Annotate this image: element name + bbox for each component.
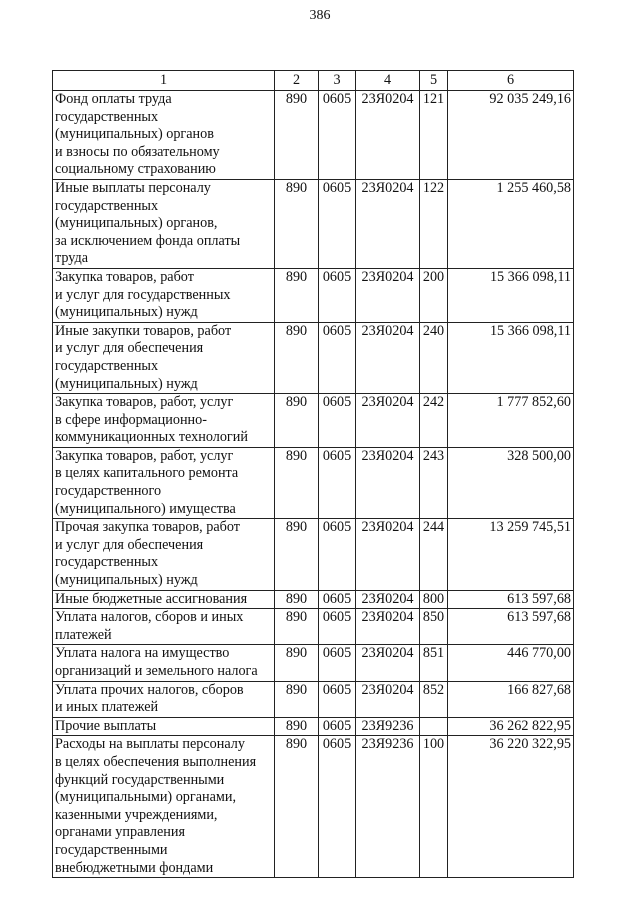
item-name-line: в целях обеспечения выполнения xyxy=(55,753,257,770)
table-row xyxy=(53,91,574,180)
table-row xyxy=(53,519,574,590)
item-name-line: Иные выплаты персоналу xyxy=(55,179,211,196)
amount-cell: 15 366 098,11 xyxy=(448,322,574,393)
item-name-cell xyxy=(53,681,275,717)
item-name-cell xyxy=(53,609,275,645)
item-name-line: платежей xyxy=(55,626,112,643)
item-name-line: организаций и земельного налога xyxy=(55,663,258,679)
item-name-line: (муниципальных) органов xyxy=(55,126,214,143)
target-article-cell: 23Я0204 xyxy=(356,322,420,393)
amount-cell: 13 259 745,51 xyxy=(448,519,574,590)
budget-table xyxy=(52,70,574,878)
amount-cell: 92 035 249,16 xyxy=(448,91,574,180)
table-row xyxy=(53,268,574,322)
section-code-cell: 0605 xyxy=(319,717,356,736)
ministry-code-cell: 890 xyxy=(275,519,319,590)
item-name-line: государственных xyxy=(55,108,159,125)
ministry-code-cell: 890 xyxy=(275,91,319,180)
expense-type-cell: 851 xyxy=(420,645,448,681)
expense-type-cell xyxy=(420,717,448,736)
table-row xyxy=(53,590,574,609)
item-name-cell xyxy=(53,322,275,393)
section-code-cell: 0605 xyxy=(319,590,356,609)
section-code-cell: 0605 xyxy=(319,447,356,518)
table-row xyxy=(53,681,574,717)
amount-cell: 613 597,68 xyxy=(448,609,574,645)
item-name-line: органами управления xyxy=(55,824,185,841)
target-article-cell: 23Я0204 xyxy=(356,519,420,590)
item-name-line: коммуникационных технологий xyxy=(55,429,248,446)
target-article-cell: 23Я0204 xyxy=(356,268,420,322)
target-article-cell: 23Я9236 xyxy=(356,736,420,878)
item-name-line: за исключением фонда оплаты xyxy=(55,232,241,249)
expense-type-cell: 200 xyxy=(420,268,448,322)
target-article-cell: 23Я0204 xyxy=(356,394,420,448)
item-name-line: (муниципального) имущества xyxy=(55,500,236,517)
item-name-cell xyxy=(53,447,275,518)
item-name-line: государственных xyxy=(55,357,159,374)
item-name-line: Уплата налогов, сборов и иных xyxy=(55,609,244,626)
item-name-cell xyxy=(53,179,275,268)
ministry-code-cell: 890 xyxy=(275,179,319,268)
item-name-line: Уплата прочих налогов, сборов xyxy=(55,681,244,698)
item-name-cell xyxy=(53,590,275,609)
item-name-line: и взносы по обязательному xyxy=(55,143,220,160)
ministry-code-cell: 890 xyxy=(275,717,319,736)
ministry-code-cell: 890 xyxy=(275,590,319,609)
expense-type-cell: 243 xyxy=(420,447,448,518)
item-name-line: казенными учреждениями, xyxy=(55,806,218,823)
amount-cell: 446 770,00 xyxy=(448,645,574,681)
expense-type-cell: 850 xyxy=(420,609,448,645)
item-name-cell xyxy=(53,268,275,322)
expense-type-cell: 242 xyxy=(420,394,448,448)
item-name-cell xyxy=(53,394,275,448)
amount-cell: 166 827,68 xyxy=(448,681,574,717)
target-article-cell: 23Я0204 xyxy=(356,590,420,609)
target-article-cell: 23Я0204 xyxy=(356,91,420,180)
item-name-line: государственных xyxy=(55,554,159,571)
item-name-line: государственных xyxy=(55,197,159,214)
header-cell-6: 6 xyxy=(448,71,574,91)
section-code-cell: 0605 xyxy=(319,179,356,268)
expense-type-cell: 244 xyxy=(420,519,448,590)
header-cell-2: 2 xyxy=(275,71,319,91)
item-name-line: Прочая закупка товаров, работ xyxy=(55,519,240,536)
expense-type-cell: 100 xyxy=(420,736,448,878)
table-row xyxy=(53,322,574,393)
ministry-code-cell: 890 xyxy=(275,447,319,518)
item-name-line: Закупка товаров, работ, услуг xyxy=(55,447,234,464)
section-code-cell: 0605 xyxy=(319,91,356,180)
expense-type-cell: 122 xyxy=(420,179,448,268)
item-name-line: социальному страхованию xyxy=(55,161,216,178)
item-name-cell xyxy=(53,645,275,681)
section-code-cell: 0605 xyxy=(319,322,356,393)
item-name-line: и услуг для государственных xyxy=(55,286,231,303)
section-code-cell: 0605 xyxy=(319,519,356,590)
table-header-row xyxy=(53,71,574,91)
expense-type-cell: 852 xyxy=(420,681,448,717)
item-name-line: Иные закупки товаров, работ xyxy=(55,322,232,339)
item-name-line: в целях капитального ремонта xyxy=(55,465,239,482)
item-name-line: и иных платежей xyxy=(55,699,159,716)
item-name-line: Закупка товаров, работ xyxy=(55,268,194,285)
item-name-line: (муниципальных) нужд xyxy=(55,304,198,321)
item-name-line: (муниципальных) нужд xyxy=(55,572,198,589)
section-code-cell: 0605 xyxy=(319,736,356,878)
table-row xyxy=(53,736,574,878)
section-code-cell: 0605 xyxy=(319,681,356,717)
amount-cell: 36 262 822,95 xyxy=(448,717,574,736)
section-code-cell: 0605 xyxy=(319,268,356,322)
header-cell-5: 5 xyxy=(420,71,448,91)
header-cell-3: 3 xyxy=(319,71,356,91)
ministry-code-cell: 890 xyxy=(275,394,319,448)
item-name-cell xyxy=(53,736,275,878)
item-name-line: государственного xyxy=(55,483,162,500)
item-name-line: Прочие выплаты xyxy=(55,717,157,734)
table-body xyxy=(53,91,574,878)
item-name-line: и услуг для обеспечения xyxy=(55,340,204,357)
ministry-code-cell: 890 xyxy=(275,609,319,645)
item-name-cell xyxy=(53,519,275,590)
item-name-line: и услуг для обеспечения xyxy=(55,536,204,553)
item-name-line: (муниципальными) органами, xyxy=(55,789,237,806)
section-code-cell: 0605 xyxy=(319,645,356,681)
item-name-line: государственными xyxy=(55,841,168,858)
ministry-code-cell: 890 xyxy=(275,736,319,878)
ministry-code-cell: 890 xyxy=(275,268,319,322)
target-article-cell: 23Я0204 xyxy=(356,447,420,518)
item-name-line: Уплата налога на имущество xyxy=(55,645,230,662)
section-code-cell: 0605 xyxy=(319,609,356,645)
item-name-line: Закупка товаров, работ, услуг xyxy=(55,394,234,411)
item-name-line: труда xyxy=(55,250,88,267)
table-row xyxy=(53,717,574,736)
item-name-cell xyxy=(53,91,275,180)
section-code-cell: 0605 xyxy=(319,394,356,448)
target-article-cell: 23Я0204 xyxy=(356,681,420,717)
page-number: 386 xyxy=(309,8,331,23)
table-row xyxy=(53,645,574,681)
ministry-code-cell: 890 xyxy=(275,645,319,681)
table-row xyxy=(53,394,574,448)
header-cell-1: 1 xyxy=(53,71,275,91)
target-article-cell: 23Я0204 xyxy=(356,645,420,681)
expense-type-cell: 121 xyxy=(420,91,448,180)
amount-cell: 1 255 460,58 xyxy=(448,179,574,268)
item-name-line: внебюджетными фондами xyxy=(55,859,214,876)
item-name-line: Иные бюджетные ассигнования xyxy=(55,590,248,607)
table-row xyxy=(53,609,574,645)
amount-cell: 15 366 098,11 xyxy=(448,268,574,322)
item-name-line: Расходы на выплаты персоналу xyxy=(55,736,245,753)
item-name-line: функций государственными xyxy=(55,771,225,788)
table-row xyxy=(53,447,574,518)
amount-cell: 613 597,68 xyxy=(448,590,574,609)
target-article-cell: 23Я0204 xyxy=(356,609,420,645)
item-name-line: (муниципальных) органов, xyxy=(55,215,218,232)
item-name-line: Фонд оплаты труда xyxy=(55,91,172,107)
item-name-line: (муниципальных) нужд xyxy=(55,375,198,392)
table-row xyxy=(53,179,574,268)
amount-cell: 36 220 322,95 xyxy=(448,736,574,878)
ministry-code-cell: 890 xyxy=(275,681,319,717)
target-article-cell: 23Я9236 xyxy=(356,717,420,736)
expense-type-cell: 240 xyxy=(420,322,448,393)
amount-cell: 1 777 852,60 xyxy=(448,394,574,448)
ministry-code-cell: 890 xyxy=(275,322,319,393)
target-article-cell: 23Я0204 xyxy=(356,179,420,268)
item-name-line: в сфере информационно- xyxy=(55,411,207,428)
item-name-cell xyxy=(53,717,275,736)
expense-type-cell: 800 xyxy=(420,590,448,609)
header-cell-4: 4 xyxy=(356,71,420,91)
amount-cell: 328 500,00 xyxy=(448,447,574,518)
